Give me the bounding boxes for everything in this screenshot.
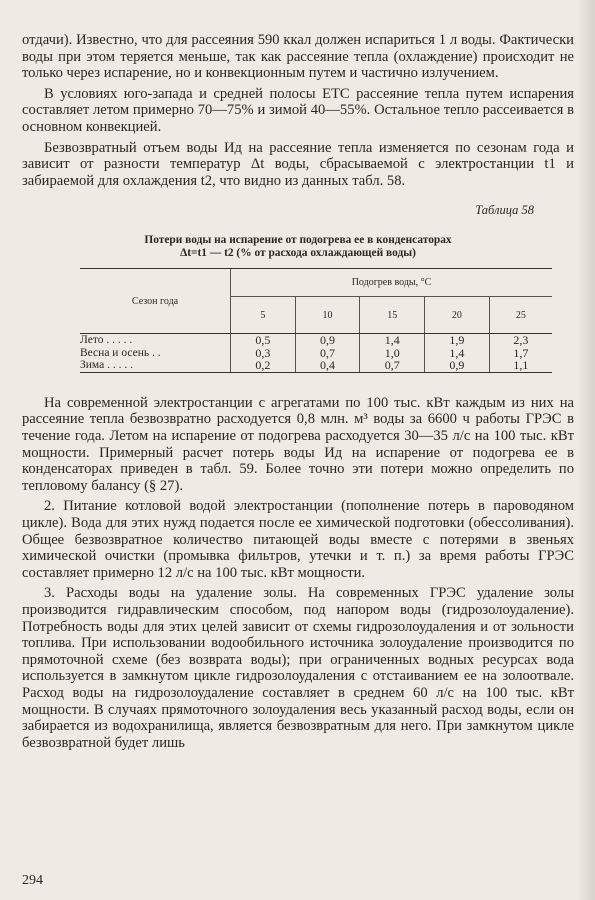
value: 0,7 — [384, 358, 400, 373]
table-title-line: Потери воды на испарение от подогрева ее в конденсаторах — [144, 234, 452, 247]
value: 0,7 — [320, 345, 336, 360]
value: 0,5 — [255, 333, 271, 348]
season-label: Зима . . . . . — [80, 359, 133, 372]
paragraph: В условиях юго-запада и средней полосы ЕТС рассеяние тепла путем испарения составляет летом примерно 70—75% и зимой 40—55%. Остальное тепло рассеивается в основном конвекцией. — [22, 85, 574, 135]
table-title — [22, 234, 574, 260]
table-column-header: 15 — [360, 296, 425, 334]
table-column-header: 5 — [231, 296, 296, 334]
table-header-heating: Подогрев воды, °С — [231, 269, 553, 296]
table-title-line: Δt=t1 — t2 (% от расхода охлаждающей воды) — [180, 247, 416, 260]
page-content — [22, 32, 574, 751]
table-number: Таблица 58 — [475, 203, 534, 218]
season-label: Лето . . . . . — [80, 334, 133, 347]
page-number: 294 — [22, 873, 43, 888]
value: 0,2 — [255, 358, 271, 373]
value-cell — [231, 334, 296, 373]
value: 1,7 — [513, 345, 529, 360]
value: 2,3 — [513, 333, 529, 348]
value: 1,4 — [449, 345, 465, 360]
value: 0,3 — [255, 345, 271, 360]
value: 1,9 — [449, 333, 465, 348]
value: 1,4 — [384, 333, 400, 348]
value-cell — [360, 334, 425, 373]
season-cell — [80, 334, 231, 373]
value: 1,1 — [513, 358, 529, 373]
value: 0,9 — [449, 358, 465, 373]
paragraph: отдачи). Известно, что для рассеяния 590 ккал должен испариться 1 л воды. Фактически воды при этом теряется меньше, так как рассеяние тепла (охлаждение) происходит не только через испарение, но и конвекционным путем и частично излучением. — [22, 32, 574, 82]
value-cell — [295, 334, 360, 373]
season-label: Весна и осень . . — [80, 346, 161, 359]
value: 1,0 — [384, 345, 400, 360]
table-body-row — [80, 334, 552, 373]
value-cell — [425, 334, 490, 373]
paragraph: На современной электростанции с агрегатами по 100 тыс. кВт каждым из них на рассеяние тепла безвозвратно расходуется 0,8 млн. м³ воды за 6600 ч работы ГРЭС в течение года. Летом на испарение от подогрева расходуется 30—35 л/с на 100 тыс. кВт мощности. Примерный расчет потерь воды Ид на испарение от подогрева ее в конденсаторах приведен в табл. 59. Более точно эти потери можно определить по тепловому балансу (§ 27). — [22, 394, 574, 494]
paragraph: 3. Расходы воды на удаление золы. На современных ГРЭС удаление золы производится гидравлическим способом, под напором воды (гидрозолоудаление). Потребность воды для этих целей зависит от схемы гидрозолоудаления и от зольности топлива. При использовании водообильного источника золоудаление производится по прямоточной схеме (без возврата воды); при ограниченных водных ресурсах вода используется в замкнутом цикле гидрозолоудаления с отстаиванием ее на золоотвале. Расход воды на гидрозолоудаление составляет в среднем 60 л/с на 100 тыс. кВт мощности. В случаях прямоточного золоудаления весь указанный расход воды, если он забирается из водохранилища, является безвозвратным для него. При замкнутом цикле безвозвратной будет лишь — [22, 585, 574, 751]
data-table — [80, 268, 552, 373]
table-column-header: 25 — [489, 296, 552, 334]
page-edge-shadow — [577, 0, 595, 900]
paragraph: 2. Питание котловой водой электростанции (пополнение потерь в пароводяном цикле). Вода для этих нужд подается после ее химической подготовки (обессоливания). Общее безвозвратное количество питающей воды вместе с потерями в звеньях химической очистки (промывка фильтров, утечки и т. п.) за время работы ГРЭС составляет примерно 12 л/с на 100 тыс. кВт мощности. — [22, 498, 574, 581]
value: 0,4 — [320, 358, 336, 373]
value: 0,9 — [320, 333, 336, 348]
table-column-header: 20 — [425, 296, 490, 334]
value-cell — [489, 334, 552, 373]
table-column-header: 10 — [295, 296, 360, 334]
table-header-season: Сезон года — [80, 269, 231, 334]
paragraph: Безвозвратный отъем воды Ид на рассеяние тепла изменяется по сезонам года и зависит от разности температур Δt воды, сбрасываемой с электростанции t1 и забираемой для охлаждения t2, что видно из данных табл. 58. — [22, 139, 574, 189]
